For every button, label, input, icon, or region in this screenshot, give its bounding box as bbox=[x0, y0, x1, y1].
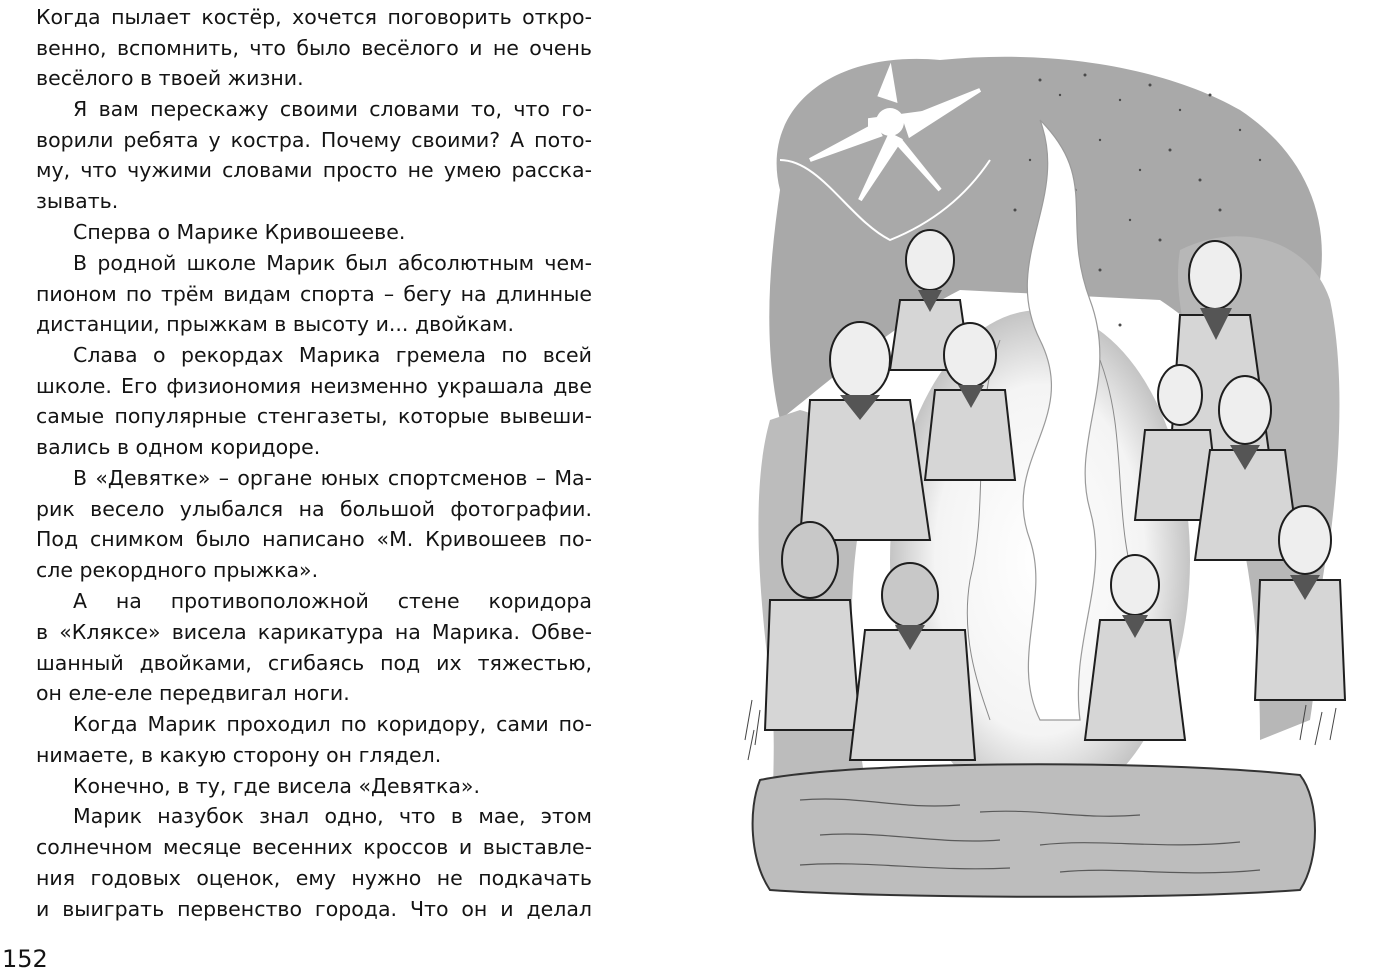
log bbox=[753, 764, 1315, 896]
text-line: Под снимком было написано «М. Кривошеев по- bbox=[36, 527, 592, 551]
text-line: солнечном месяце весенних кроссов и выставле- bbox=[36, 835, 592, 859]
page-number: 152 bbox=[2, 945, 48, 973]
text-line: вались в одном коридоре. bbox=[36, 435, 321, 459]
text-line: А на противоположной стене коридора bbox=[73, 589, 592, 613]
text-line: весёлого в твоей жизни. bbox=[36, 66, 304, 90]
text-line: Сперва о Марике Кривошееве. bbox=[73, 220, 406, 244]
text-line: Я вам перескажу своими словами то, что го- bbox=[73, 97, 592, 121]
text-line: он еле-еле передвигал ноги. bbox=[36, 681, 350, 705]
text-line: венно, вспомнить, что было весёлого и не очень bbox=[36, 36, 592, 60]
text-line: и выиграть первенство города. Что он и делал bbox=[36, 897, 592, 921]
text-line: Когда пылает костёр, хочется поговорить откро- bbox=[36, 5, 592, 29]
text-line: ния годовых оценок, ему нужно не подкачать bbox=[36, 866, 592, 890]
text-line: пионом по трём видам спорта – бегу на длинные bbox=[36, 282, 592, 306]
text-line: В «Девятке» – органе юных спортсменов – Ма- bbox=[73, 466, 592, 490]
text-line: Марик назубок знал одно, что в мае, этом bbox=[73, 804, 592, 828]
text-line: сле рекордного прыжка». bbox=[36, 558, 319, 582]
text-line: зывать. bbox=[36, 189, 119, 213]
text-line: дистанции, прыжкам в высоту и... двойкам. bbox=[36, 312, 515, 336]
text-line: Когда Марик проходил по коридору, сами по- bbox=[73, 712, 592, 736]
text-line: шанный двойками, сгибаясь под их тяжестью, bbox=[36, 651, 592, 675]
text-line: рик весело улыбался на большой фотографии. bbox=[36, 497, 592, 521]
text-line: ворили ребята у костра. Почему своими? А пото- bbox=[36, 128, 592, 152]
text-line: Конечно, в ту, где висела «Девятка». bbox=[73, 774, 480, 798]
text-line: В родной школе Марик был абсолютным чем- bbox=[73, 251, 592, 275]
text-line: нимаете, в какую сторону он глядел. bbox=[36, 743, 442, 767]
text-line: школе. Его физиономия неизменно украшала две bbox=[36, 374, 592, 398]
campfire-illustration bbox=[740, 40, 1348, 902]
text-line: в «Кляксе» висела карикатура на Марика. Обве- bbox=[36, 620, 592, 644]
text-line: му, что чужими словами просто не умею расска- bbox=[36, 158, 592, 182]
text-line: самые популярные стенгазеты, которые вывеши- bbox=[36, 404, 592, 428]
text-line: Слава о рекордах Марика гремела по всей bbox=[73, 343, 592, 367]
